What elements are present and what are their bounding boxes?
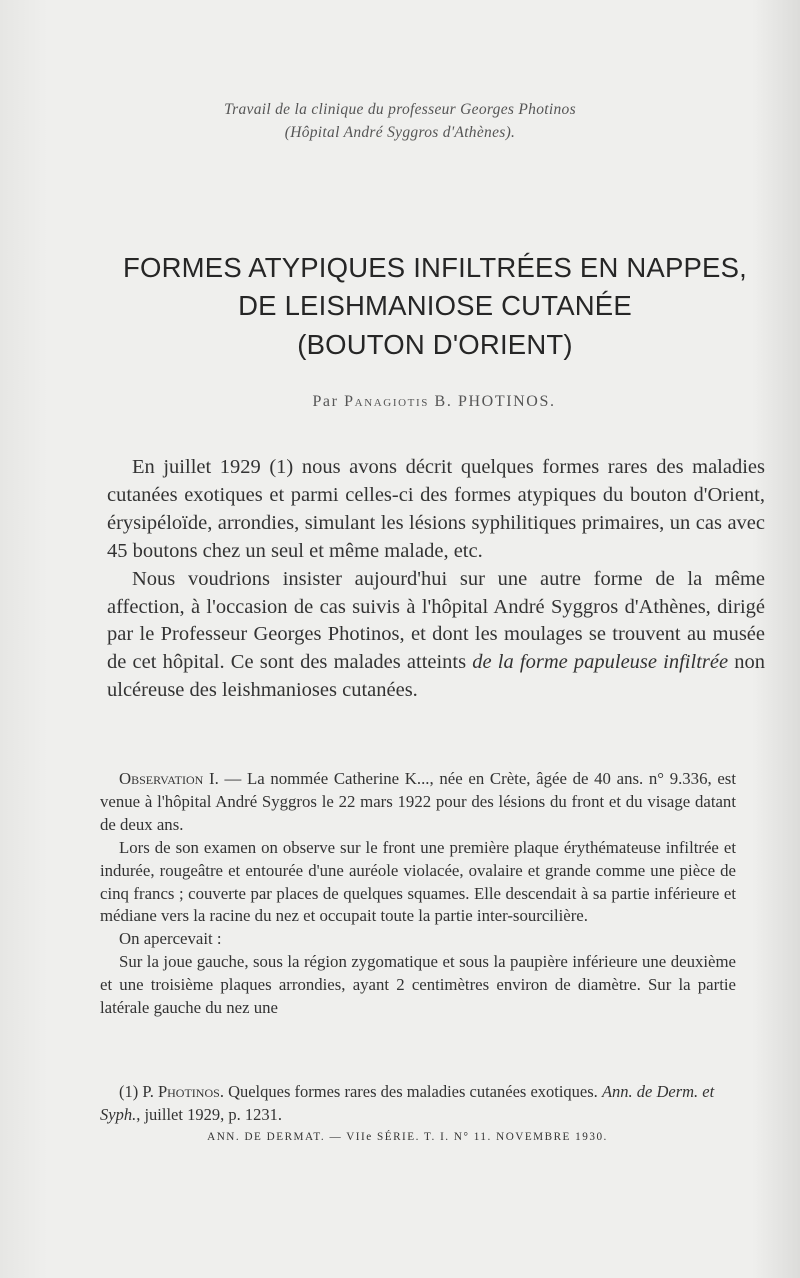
footnote-author: Photinos	[157, 1082, 220, 1101]
footnote-text	[100, 1080, 740, 1126]
observation-paragraph-4: Sur la joue gauche, sous la région zygomatique et sous la paupière inférieure une deuxième et une troisième plaques arrondies, ayant 2 centimètres environ de diamètre. Sur la partie latérale gauche du nez une	[100, 952, 736, 1018]
footnote-journal: Ann. de Derm. et Syph.	[100, 1082, 715, 1124]
footnote-journal-details: , juillet 1929, p. 1231.	[136, 1105, 282, 1124]
author-prefix: Par	[312, 393, 345, 410]
observation-text	[100, 768, 736, 1020]
intro-paragraph-2	[107, 566, 765, 706]
observation-paragraph-2: Lors de son examen on observe sur le front une première plaque érythémateuse infiltrée et indurée, rougeâtre et entourée d'une auréole violacée, ovalaire et grande comme une pièce de cinq francs ; couverte par places de quelques squames. Elle descendait à sa partie inférieure et médiane vers la racine du nez et occupait toute la partie inter-sourcilière.	[100, 837, 736, 926]
running-footer: ANN. DE DERMAT. — VIIe SÉRIE. T. I. N° 11. NOVEMBRE 1930.	[207, 1131, 608, 1143]
intro-paragraph-2-start: Nous voudrions insister aujourd'hui sur une autre forme de la même affection, à l'occasion de cas suivis à l'hôpital André Syggros d'Athènes, dirigé par le Professeur Georges Photinos, et dont les moulages se trouvent au musée de cet hôpital. Ce sont des malades atteints	[107, 567, 765, 674]
observation-paragraph-1	[100, 768, 736, 837]
observation-label: Observation I.	[119, 769, 219, 788]
intro-paragraph-2-end: non ulcéreuse des leishmanioses cutanées.	[107, 651, 765, 702]
footnote-title: . Quelques formes rares des maladies cutanées exotiques.	[219, 1082, 598, 1101]
article-title-line-2: DE LEISHMANIOSE CUTANÉE	[238, 290, 632, 321]
affiliation-line-1: Travail de la clinique du professeur Georges Photinos	[224, 101, 576, 118]
author-surname: B. PHOTINOS.	[428, 393, 556, 410]
affiliation-line-2: (Hôpital André Syggros d'Athènes).	[284, 124, 516, 141]
observation-paragraph-1-text: — La nommée Catherine K..., née en Crète, âgée de 40 ans. n° 9.336, est venue à l'hôpital André Syggros le 22 mars 1922 pour des lésions du front et du visage datant de deux ans.	[100, 769, 737, 834]
article-title-line-1: FORMES ATYPIQUES INFILTRÉES EN NAPPES,	[123, 252, 747, 283]
author-firstname: Panagiotis	[344, 393, 429, 410]
author-byline	[0, 393, 800, 411]
article-title-line-3: (BOUTON D'ORIENT)	[297, 329, 573, 360]
intro-text	[107, 454, 765, 705]
intro-paragraph-2-italic: de la forme papuleuse infiltrée	[472, 651, 729, 674]
footnote-marker: (1) P.	[119, 1082, 158, 1101]
intro-paragraph-1: En juillet 1929 (1) nous avons décrit quelques formes rares des maladies cutanées exotiques et parmi celles-ci des formes atypiques du bouton d'Orient, érysipéloïde, arrondies, simulant les lésions syphilitiques primaires, un cas avec 45 boutons chez un seul et même malade, etc.	[107, 456, 765, 562]
observation-paragraph-3: On apercevait :	[119, 929, 222, 949]
footnote	[100, 1080, 740, 1126]
